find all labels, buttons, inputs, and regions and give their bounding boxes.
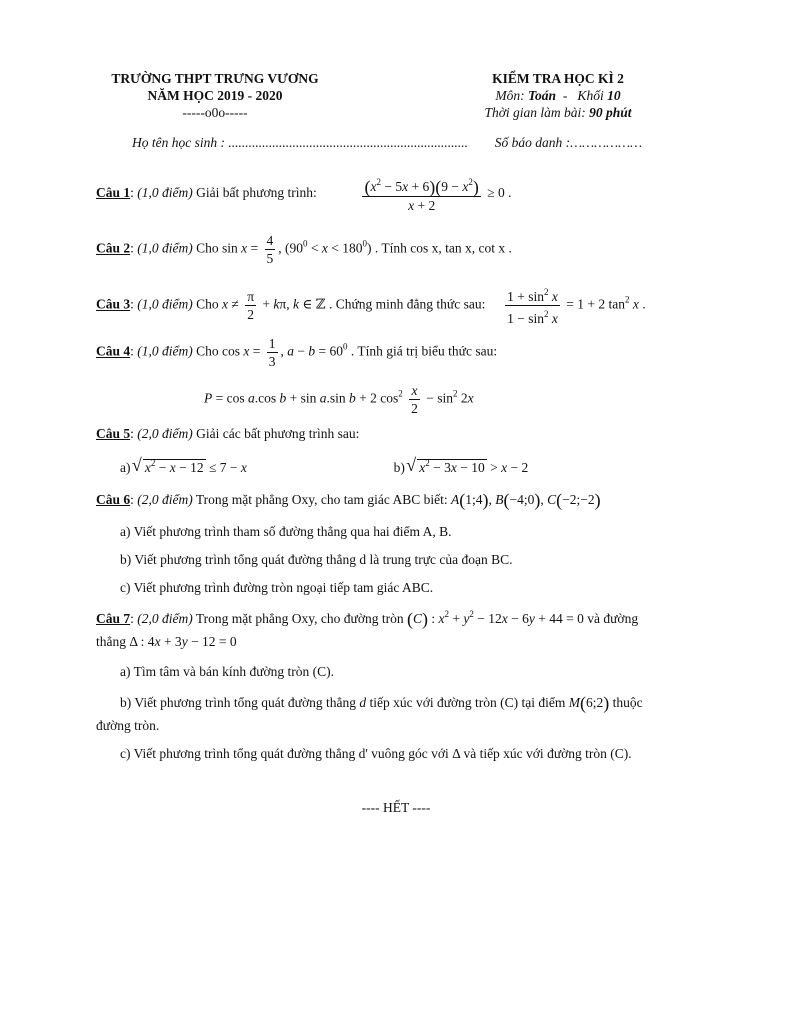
- question-7b-line2: đường tròn.: [96, 718, 160, 733]
- question-text: . Tính giá trị biểu thức sau:: [350, 343, 498, 359]
- question-label: Câu 5: [96, 426, 131, 441]
- question-6b: b) Viết phương trình tổng quát đường thẳng d là trung trực của đoạn BC.: [120, 552, 513, 567]
- question-7: Câu 7: (2,0 điểm) Trong mặt phẳng Oxy, cho đường tròn (C) : $x^2 + y^2 - 12x - 6y + 44 = 0$ và đường: [96, 609, 639, 629]
- question-6a: a) Viết phương trình tham số đường thẳng qua hai điểm A, B.: [120, 524, 452, 539]
- question-7c: c) Viết phương trình tổng quát đường thẳng d' vuông góc với Δ và tiếp xúc với đường tròn (C).: [120, 746, 632, 761]
- question-2: Câu 2: (1,0 điểm) Cho sin x = $\frac{4}{5}$ , $(90^0 < x < 180^0)$ . Tính cos x, tan x, cot x .: [96, 233, 512, 266]
- question-3: Câu 3: (1,0 điểm) Cho x ≠ $\frac{\pi}{2}$ + kπ, k ∈ ℤ . Chứng minh đẳng thức sau: $\frac{1 + \sin^2 x}{1 - \sin^2 x}$ = 1 + 2 $\tan^2 x$ .: [96, 284, 702, 327]
- school-header: [100, 70, 330, 121]
- question-points: (2,0 điểm): [137, 611, 193, 626]
- student-info: [132, 135, 702, 151]
- question-label: Câu 1: [96, 185, 131, 201]
- question-points: (1,0 điểm): [137, 240, 193, 256]
- question-points: (2,0 điểm): [137, 426, 193, 441]
- question-points: (1,0 điểm): [137, 343, 193, 359]
- question-7b: b) Viết phương trình tổng quát đường thẳng d tiếp xúc với đường tròn (C) tại điểm M(6;2) thuộc: [120, 693, 643, 713]
- q1-formula: $\frac{(x^2 - 5x + 6)(9 - x^2)}{x + 2}$: [362, 174, 480, 214]
- question-text: Cho: [196, 296, 219, 312]
- question-text: Trong mặt phẳng Oxy, cho tam giác ABC biết:: [195, 492, 448, 507]
- question-points: (1,0 điểm): [137, 296, 193, 312]
- q5b-formula: √ $x^2 - 3x - 10$: [408, 458, 487, 476]
- q4-expression: P = cos a.cos b + sin a.sin b + 2 $\cos^2$ $\frac{x}{2}$ − $\sin^2 2x$: [204, 383, 474, 416]
- question-text: Cho: [196, 343, 219, 359]
- q3-formula: $\frac{1 + \sin^2 x}{1 - \sin^2 x}$: [505, 284, 560, 327]
- question-text: Cho: [196, 240, 219, 256]
- q5a-formula: √ $x^2 - x - 12$: [134, 458, 206, 476]
- question-6: Câu 6: (2,0 điểm) Trong mặt phẳng Oxy, cho tam giác ABC biết: A(1;4), B(−4;0), C(−2;−2): [96, 490, 601, 510]
- question-6c: c) Viết phương trình đường tròn ngoại tiếp tam giác ABC.: [120, 580, 434, 595]
- question-5-parts: a) √ $x^2 - x - 12 \le 7 - x$ b) √ $x^2 - 3x - 10 > x - 2$: [120, 458, 702, 476]
- exam-title: KIỂM TRA HỌC KÌ 2: [492, 71, 624, 86]
- question-1: Câu 1: (1,0 điểm) Giải bất phương trình: $\frac{(x^2 - 5x + 6)(9 - x^2)}{x + 2}$ ≥ 0 .: [96, 174, 702, 214]
- question-text: Trong mặt phẳng Oxy, cho đường tròn: [195, 611, 404, 626]
- question-label: Câu 6: [96, 492, 131, 507]
- school-name: TRƯỜNG THPT TRƯNG VƯƠNG: [111, 71, 319, 86]
- question-label: Câu 7: [96, 611, 131, 626]
- question-label: Câu 3: [96, 296, 131, 312]
- part-label: b): [393, 460, 405, 475]
- school-year: NĂM HỌC 2019 - 2020: [147, 88, 283, 103]
- exam-subject: Môn: Toán - Khối 10: [495, 88, 621, 103]
- header-divider: -----o0o-----: [182, 105, 248, 120]
- question-7-line2: thẳng Δ : 4x + 3y − 12 = 0: [96, 634, 237, 649]
- question-label: Câu 2: [96, 240, 131, 256]
- question-text: . Chứng minh đẳng thức sau:: [328, 296, 486, 312]
- question-7a: a) Tìm tâm và bán kính đường tròn (C).: [120, 664, 335, 679]
- exam-time: Thời gian làm bài: 90 phút: [484, 105, 632, 120]
- question-4: Câu 4: (1,0 điểm) Cho cos x = $\frac{1}{3}$ , $a - b = 60^0$ . Tính giá trị biểu thức sau:: [96, 336, 498, 369]
- part-label: a): [120, 460, 131, 475]
- student-id-field: Số báo danh :………………: [494, 135, 643, 150]
- question-points: (1,0 điểm): [137, 185, 193, 201]
- question-text: Giải các bất phương trình sau:: [196, 426, 360, 441]
- end-marker: ---- HẾT ----: [361, 800, 431, 815]
- question-text: . Tính cos x, tan x, cot x .: [374, 240, 512, 256]
- question-text: Giải bất phương trình:: [196, 185, 317, 201]
- question-text: và đường: [587, 611, 639, 626]
- question-points: (2,0 điểm): [137, 492, 193, 507]
- question-label: Câu 4: [96, 343, 131, 359]
- student-name-field: Họ tên học sinh : .......................................................................: [132, 135, 468, 150]
- exam-header: [468, 70, 648, 121]
- q2-formula: $\frac{4}{5}$: [266, 233, 274, 266]
- question-5: Câu 5: (2,0 điểm) Giải các bất phương trình sau:: [96, 426, 360, 441]
